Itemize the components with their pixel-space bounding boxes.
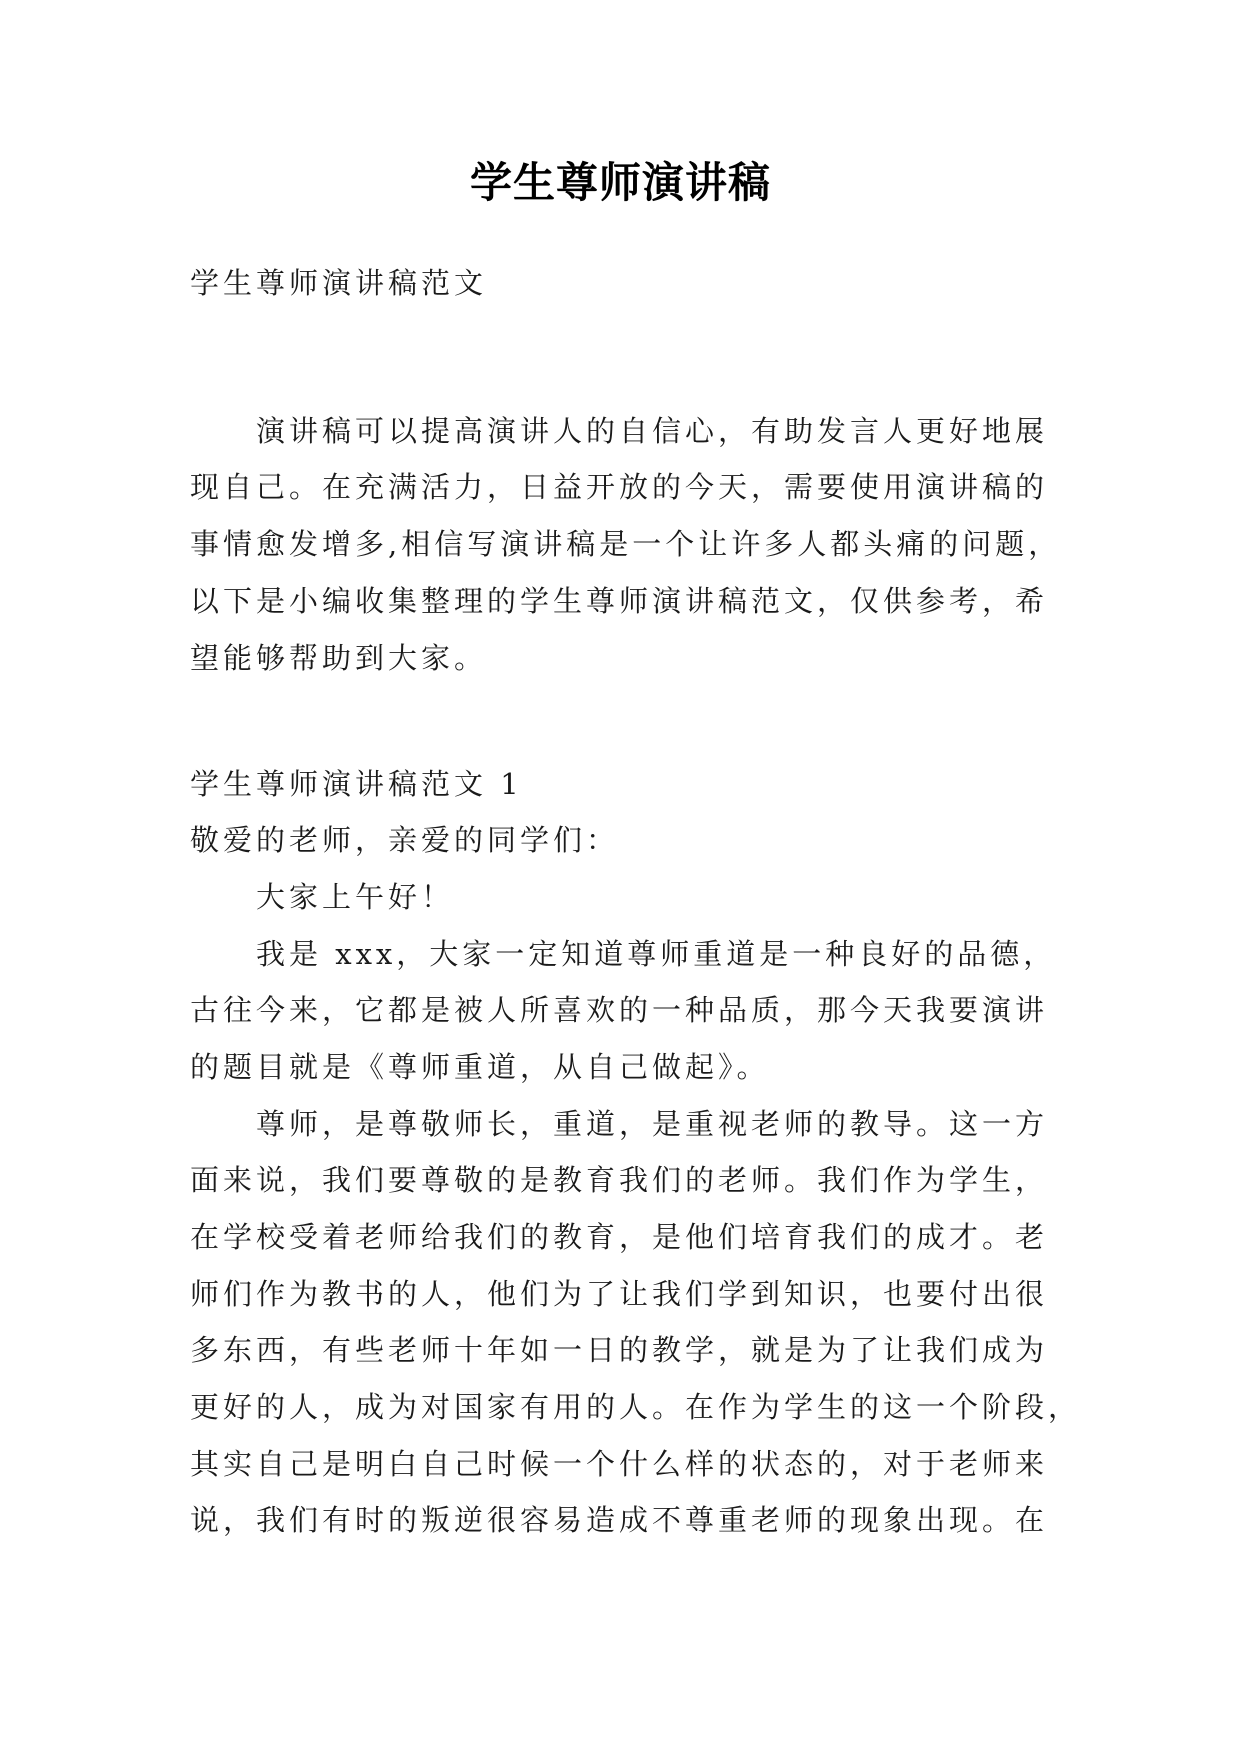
paragraph-line: 在学校受着老师给我们的教育，是他们培育我们的成才。老 [190,1220,1049,1254]
paragraph-line: 古往今来，它都是被人所喜欢的一种品质，那今天我要演讲 [190,993,1049,1027]
paragraph-line: 其实自己是明白自己时候一个什么样的状态的，对于老师来 [190,1447,1049,1481]
intro-line: 以下是小编收集整理的学生尊师演讲稿范文，仅供参考，希 [190,584,1049,618]
paragraph-line: 更好的人，成为对国家有用的人。在作为学生的这一个阶段， [190,1390,1082,1424]
intro-line: 事情愈发增多,相信写演讲稿是一个让许多人都头痛的问题， [190,527,1062,561]
section-heading: 学生尊师演讲稿范文 1 [190,767,523,801]
paragraph-line: 说，我们有时的叛逆很容易造成不尊重老师的现象出现。在 [190,1503,1049,1537]
paragraph-line: 尊师，是尊敬师长，重道，是重视老师的教导。这一方 [256,1107,1049,1141]
paragraph-line: 多东西，有些老师十年如一日的教学，就是为了让我们成为 [190,1333,1049,1367]
document-title: 学生尊师演讲稿 [469,158,771,207]
intro-line: 现自己。在充满活力，日益开放的今天，需要使用演讲稿的 [190,470,1049,504]
salutation: 敬爱的老师，亲爱的同学们： [190,823,620,857]
paragraph-line: 的题目就是《尊师重道，从自己做起》。 [190,1050,770,1084]
document-subtitle: 学生尊师演讲稿范文 [190,266,488,300]
paragraph-line: 我是 xxx，大家一定知道尊师重道是一种良好的品德， [256,937,1057,971]
paragraph-line: 面来说，我们要尊敬的是教育我们的老师。我们作为学生， [190,1163,1049,1197]
intro-line: 演讲稿可以提高演讲人的自信心，有助发言人更好地展 [256,414,1049,448]
paragraph-line: 师们作为教书的人，他们为了让我们学到知识，也要付出很 [190,1277,1049,1311]
intro-line: 望能够帮助到大家。 [190,641,488,675]
greeting: 大家上午好！ [256,880,455,914]
